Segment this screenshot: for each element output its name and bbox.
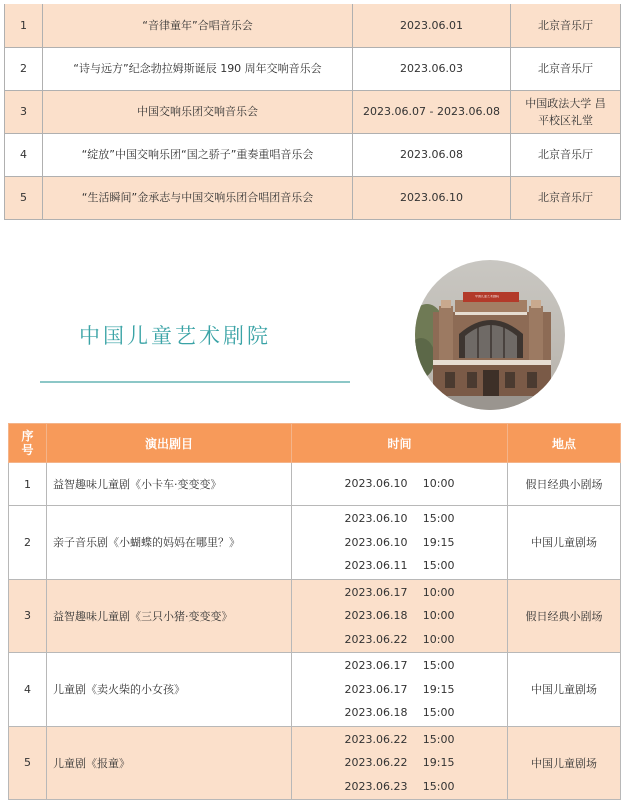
slot-time: 10:00	[422, 477, 455, 490]
time-slot	[293, 554, 506, 578]
time-slot	[293, 701, 506, 725]
program-title: 中国交响乐团交响音乐会	[43, 90, 353, 133]
program-venue: 中国政法大学 昌平校区礼堂	[511, 90, 621, 133]
program-times	[292, 726, 508, 800]
program-title: 儿童剧《卖火柴的小女孩》	[47, 653, 292, 727]
slot-date: 2023.06.10	[344, 535, 408, 549]
table-row	[5, 47, 621, 90]
program-title: “诗与远方”纪念勃拉姆斯诞辰 190 周年交响音乐会	[43, 47, 353, 90]
table-row	[5, 176, 621, 219]
slot-time: 15:00	[422, 732, 455, 746]
time-slot	[293, 628, 506, 652]
row-number: 1	[5, 4, 43, 47]
theatre-building-photo	[415, 260, 565, 410]
row-number: 4	[9, 653, 47, 727]
slot-date: 2023.06.10	[344, 512, 408, 525]
table-header-row	[9, 424, 621, 463]
time-slot	[293, 751, 506, 775]
slot-date: 2023.06.22	[344, 756, 408, 769]
program-venue: 假日经典小剧场	[508, 463, 621, 506]
concert-table	[4, 4, 621, 220]
program-venue: 中国儿童剧场	[508, 506, 621, 580]
row-number: 5	[9, 726, 47, 800]
slot-date: 2023.06.22	[344, 632, 408, 646]
time-slot	[293, 654, 506, 678]
program-venue: 北京音乐厅	[511, 4, 621, 47]
time-slot	[293, 728, 506, 752]
slot-date: 2023.06.18	[344, 609, 408, 622]
time-slot	[293, 678, 506, 702]
program-times	[292, 653, 508, 727]
program-date: 2023.06.07 - 2023.06.08	[353, 90, 511, 133]
time-slot	[293, 581, 506, 605]
column-header-seq	[9, 424, 47, 463]
program-title: “音律童年”合唱音乐会	[43, 4, 353, 47]
time-slot	[293, 775, 506, 799]
table-row	[5, 90, 621, 133]
program-venue: 北京音乐厅	[511, 133, 621, 176]
program-date: 2023.06.01	[353, 4, 511, 47]
slot-time: 15:00	[422, 559, 455, 572]
slot-time: 15:00	[422, 779, 455, 793]
time-slot	[293, 464, 506, 504]
section-title: 中国儿童艺术剧院	[79, 324, 271, 348]
table-row	[5, 4, 621, 47]
program-venue: 中国儿童剧场	[508, 726, 621, 800]
slot-time: 15:00	[422, 659, 455, 672]
slot-date: 2023.06.18	[344, 706, 408, 719]
program-title: 儿童剧《报童》	[47, 726, 292, 800]
slot-date: 2023.06.22	[344, 732, 408, 746]
program-venue: 北京音乐厅	[511, 176, 621, 219]
table-row	[9, 579, 621, 653]
slot-time: 10:00	[422, 609, 455, 622]
row-number: 3	[9, 579, 47, 653]
table-row	[9, 653, 621, 727]
row-number: 2	[5, 47, 43, 90]
time-slot	[293, 507, 506, 531]
slot-date: 2023.06.17	[344, 682, 408, 696]
time-slot	[293, 531, 506, 555]
column-header-venue: 地点	[508, 424, 621, 463]
seq-header-text: 序号	[21, 429, 34, 457]
slot-time: 15:00	[422, 706, 455, 719]
column-header-time: 时间	[292, 424, 508, 463]
program-title: 亲子音乐剧《小蝴蝶的妈妈在哪里？》	[47, 506, 292, 580]
theatre-table	[8, 423, 621, 800]
program-venue: 假日经典小剧场	[508, 579, 621, 653]
program-title: “绽放”中国交响乐团“国之骄子”重奏重唱音乐会	[43, 133, 353, 176]
row-number: 2	[9, 506, 47, 580]
slot-time: 10:00	[422, 632, 455, 646]
column-header-program: 演出剧目	[47, 424, 292, 463]
row-number: 4	[5, 133, 43, 176]
program-times	[292, 579, 508, 653]
program-venue: 北京音乐厅	[511, 47, 621, 90]
slot-time: 15:00	[422, 512, 455, 525]
table-row	[5, 133, 621, 176]
row-number: 1	[9, 463, 47, 506]
slot-date: 2023.06.11	[344, 559, 408, 572]
slot-date: 2023.06.17	[344, 585, 408, 599]
program-times	[292, 463, 508, 506]
program-times	[292, 506, 508, 580]
row-number: 3	[5, 90, 43, 133]
table-row	[9, 506, 621, 580]
slot-time: 10:00	[422, 585, 455, 599]
program-venue: 中国儿童剧场	[508, 653, 621, 727]
photo-sign-text: 中国儿童艺术剧院	[475, 295, 500, 298]
slot-time: 19:15	[422, 756, 455, 769]
section-divider	[40, 381, 350, 383]
program-date: 2023.06.08	[353, 133, 511, 176]
row-number: 5	[5, 176, 43, 219]
slot-date: 2023.06.23	[344, 779, 408, 793]
program-date: 2023.06.10	[353, 176, 511, 219]
program-date: 2023.06.03	[353, 47, 511, 90]
time-slot	[293, 604, 506, 628]
slot-time: 19:15	[422, 682, 455, 696]
program-title: 益智趣味儿童剧《三只小猪·变变变》	[47, 579, 292, 653]
slot-date: 2023.06.17	[344, 659, 408, 672]
table-row	[9, 463, 621, 506]
program-title: “生活瞬间”金承志与中国交响乐团合唱团音乐会	[43, 176, 353, 219]
slot-date: 2023.06.10	[344, 477, 408, 490]
program-title: 益智趣味儿童剧《小卡车·变变变》	[47, 463, 292, 506]
table-row	[9, 726, 621, 800]
slot-time: 19:15	[422, 535, 455, 549]
